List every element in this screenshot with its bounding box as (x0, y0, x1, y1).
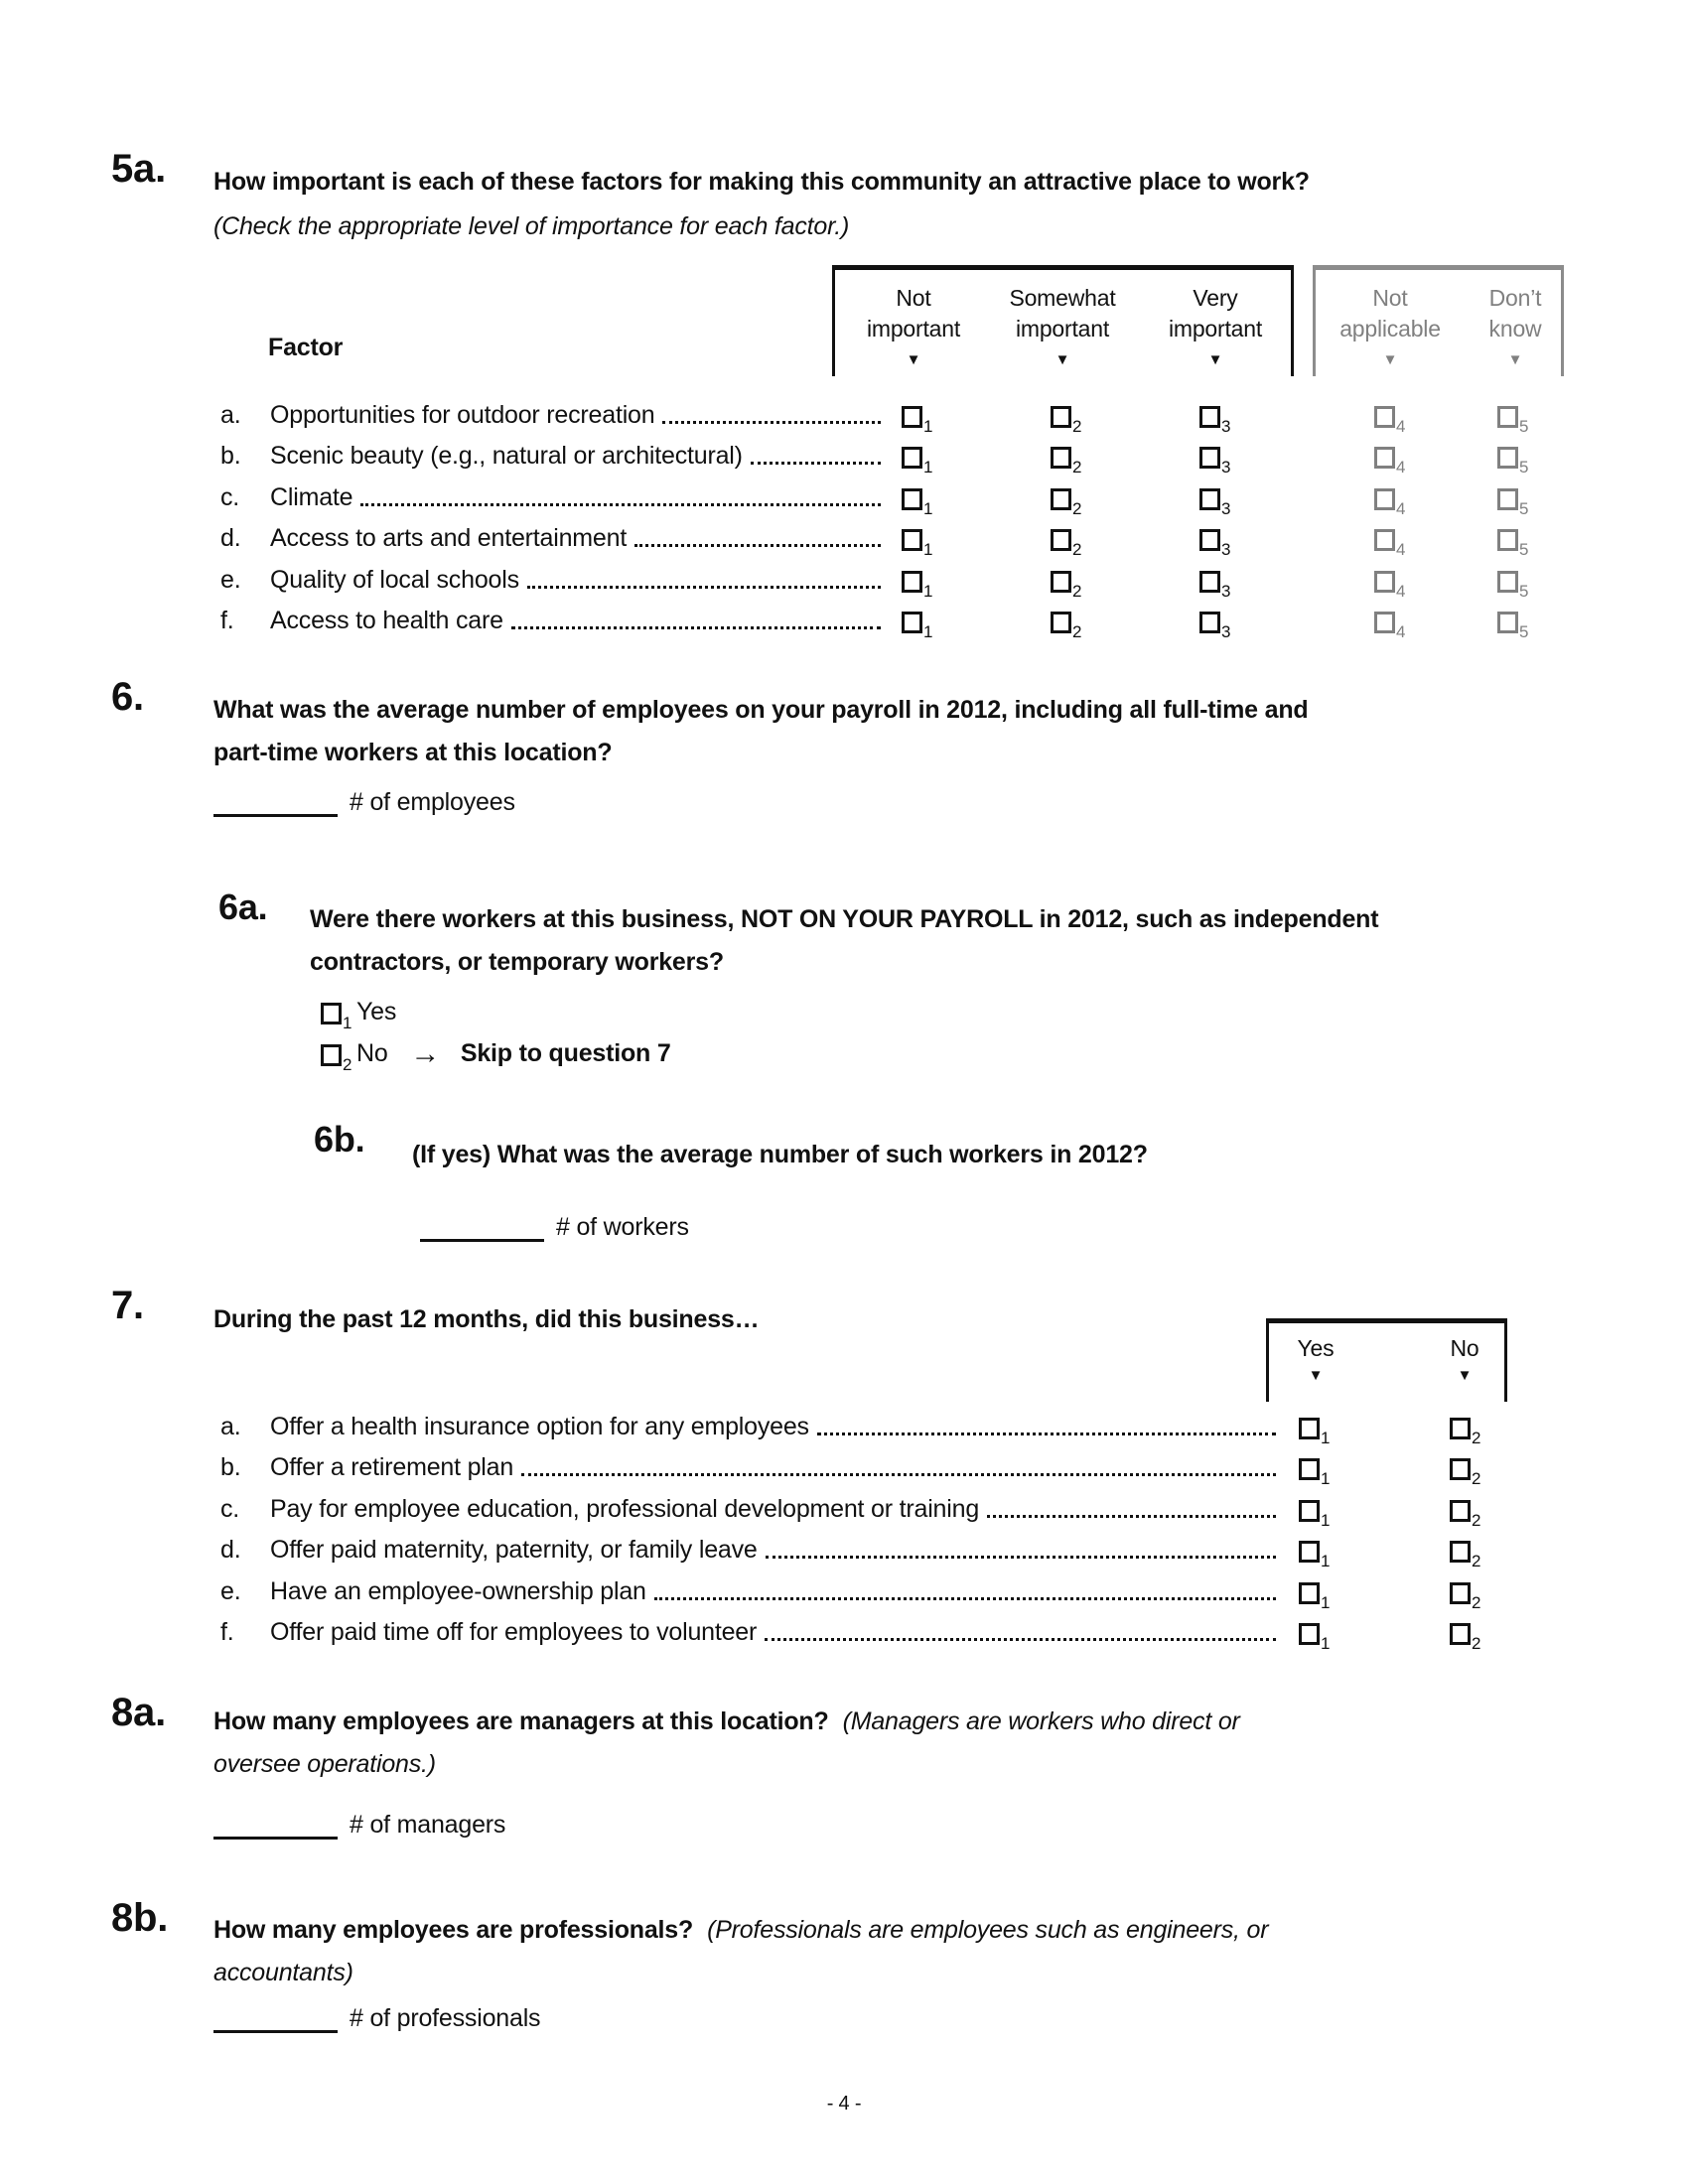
dotted-leader (766, 1535, 1276, 1559)
q6-question-line2: part-time workers at this location? (213, 739, 613, 766)
row-label: Offer paid maternity, paternity, or family leave (270, 1536, 758, 1564)
row-label-wrap (270, 523, 891, 553)
dotted-leader (987, 1494, 1276, 1518)
checkbox-no[interactable] (1450, 1494, 1480, 1536)
checkbox-subscript: 4 (1396, 499, 1406, 518)
q8b-question-bold: How many employees are professionals? (213, 1916, 694, 1944)
fill-in-label: # of employees (350, 788, 515, 816)
q6a-question-line2: contractors, or temporary workers? (310, 948, 724, 976)
checkbox-subscript: 3 (1221, 540, 1231, 559)
fill-in-blank[interactable] (420, 1209, 544, 1242)
q8b-question-italic2: accountants) (213, 1959, 353, 1986)
checkbox-subscript: 2 (1072, 540, 1082, 559)
row-letter: e. (220, 1577, 241, 1605)
checkbox-subscript: 1 (343, 1014, 352, 1032)
column-header-no (1415, 1333, 1514, 1383)
row-label: Opportunities for outdoor recreation (270, 401, 655, 429)
table-row (220, 400, 1571, 441)
q8a-number: 8a. (111, 1691, 167, 1734)
checkbox-subscript: 1 (1321, 1429, 1331, 1447)
q5a-instruction: (Check the appropriate level of importance for each factor.) (213, 212, 850, 240)
checkbox-box[interactable] (321, 1003, 342, 1024)
checkbox-dont-know[interactable] (1497, 400, 1528, 442)
q7-question: During the past 12 months, did this business… (213, 1305, 760, 1333)
checkbox-box[interactable] (321, 1044, 342, 1066)
checkbox-box[interactable] (1374, 571, 1395, 593)
checkbox-box[interactable] (1374, 447, 1395, 469)
row-label: Have an employee-ownership plan (270, 1577, 646, 1605)
q7-number: 7. (111, 1284, 144, 1327)
q8b-question-italic: (Professionals are employees such as engineers, or (707, 1916, 1269, 1944)
fill-in-label: # of workers (556, 1213, 689, 1241)
dotted-leader (360, 482, 881, 506)
checkbox-box[interactable] (902, 529, 922, 551)
q8a-question-italic2: oversee operations.) (213, 1750, 436, 1778)
down-arrow-icon: ▼ (906, 351, 921, 368)
checkbox-no[interactable] (321, 1037, 352, 1081)
row-label: Offer paid time off for employees to volunteer (270, 1618, 758, 1646)
checkbox-box[interactable] (1374, 612, 1395, 633)
table-row (220, 1617, 1571, 1658)
q7-yes-no-header-box (1266, 1318, 1507, 1402)
q8b-professionals-fill-row (213, 2000, 540, 2033)
checkbox-subscript: 2 (1072, 458, 1082, 477)
column-header-line: important (1015, 316, 1110, 341)
skip-instruction: Skip to question 7 (460, 1039, 671, 1067)
checkbox-box[interactable] (1374, 529, 1395, 551)
checkbox-not-important[interactable] (902, 482, 932, 524)
checkbox-subscript: 2 (1072, 622, 1082, 641)
row-label: Offer a retirement plan (270, 1453, 514, 1481)
checkbox-box[interactable] (1299, 1582, 1320, 1604)
checkbox-no[interactable] (1450, 1617, 1480, 1659)
checkbox-box[interactable] (1299, 1500, 1320, 1522)
q6a-option-no (321, 1037, 671, 1074)
row-label: Scenic beauty (e.g., natural or architectural) (270, 442, 743, 470)
table-row (220, 1494, 1571, 1535)
table-row (220, 565, 1571, 606)
row-letter: a. (220, 401, 241, 429)
row-letter: b. (220, 442, 241, 470)
row-label-wrap (270, 565, 891, 595)
row-label-wrap (270, 1412, 1286, 1441)
dotted-leader (634, 523, 881, 547)
row-label-wrap (270, 1494, 1286, 1524)
column-header-not-applicable (1326, 283, 1455, 367)
checkbox-very-important[interactable] (1199, 606, 1230, 647)
row-letter: f. (220, 607, 234, 634)
down-arrow-icon: ▼ (1055, 351, 1070, 368)
column-header-yes (1266, 1333, 1365, 1383)
row-label: Access to arts and entertainment (270, 524, 628, 552)
checkbox-box[interactable] (1450, 1623, 1471, 1645)
dotted-leader (527, 565, 881, 589)
column-header-line: Very (1193, 285, 1238, 311)
checkbox-subscript: 3 (1221, 622, 1231, 641)
checkbox-subscript: 3 (1221, 417, 1231, 436)
checkbox-box[interactable] (1199, 612, 1220, 633)
checkbox-not-important[interactable] (902, 565, 932, 607)
table-row (220, 523, 1571, 564)
row-label: Quality of local schools (270, 566, 519, 594)
checkbox-box[interactable] (1199, 571, 1220, 593)
dotted-leader (817, 1412, 1276, 1435)
checkbox-very-important[interactable] (1199, 441, 1230, 482)
down-arrow-icon: ▼ (1382, 351, 1398, 368)
checkbox-box[interactable] (1051, 571, 1071, 593)
down-arrow-icon: ▼ (1507, 351, 1523, 368)
dotted-leader (654, 1576, 1276, 1600)
checkbox-box[interactable] (1051, 612, 1071, 633)
q5a-na-dk-header-box (1313, 265, 1564, 376)
checkbox-dont-know[interactable] (1497, 482, 1528, 524)
dotted-leader (751, 441, 881, 465)
checkbox-subscript: 2 (1072, 499, 1082, 518)
dotted-leader (765, 1617, 1276, 1641)
checkbox-subscript: 1 (923, 417, 933, 436)
row-label-wrap (270, 482, 891, 512)
checkbox-box[interactable] (1497, 571, 1518, 593)
row-letter: d. (220, 524, 241, 552)
checkbox-subscript: 1 (923, 622, 933, 641)
checkbox-box[interactable] (1299, 1623, 1320, 1645)
skip-arrow-icon: → (410, 1037, 441, 1070)
checkbox-somewhat-important[interactable] (1051, 606, 1081, 647)
checkbox-subscript: 5 (1519, 582, 1529, 601)
dotted-leader (511, 606, 881, 629)
checkbox-somewhat-important[interactable] (1051, 400, 1081, 442)
checkbox-very-important[interactable] (1199, 565, 1230, 607)
checkbox-box[interactable] (1497, 488, 1518, 510)
checkbox-subscript: 2 (1472, 1511, 1481, 1530)
checkbox-not-important[interactable] (902, 523, 932, 565)
checkbox-subscript: 2 (1472, 1593, 1481, 1612)
checkbox-subscript: 1 (923, 582, 933, 601)
checkbox-not-applicable[interactable] (1374, 400, 1405, 442)
page-number: - 4 - (826, 2093, 862, 2115)
checkbox-yes[interactable] (321, 996, 352, 1039)
checkbox-not-important[interactable] (902, 606, 932, 647)
checkbox-subscript: 4 (1396, 582, 1406, 601)
row-label: Climate (270, 483, 353, 511)
checkbox-somewhat-important[interactable] (1051, 482, 1081, 524)
checkbox-no[interactable] (1450, 1412, 1480, 1453)
row-label-wrap (270, 441, 891, 471)
table-row (220, 1535, 1571, 1575)
q6b-question: (If yes) What was the average number of such workers in 2012? (412, 1141, 1148, 1168)
table-row (220, 606, 1571, 646)
column-header-dont-know (1451, 283, 1580, 367)
q6-employees-fill-row (213, 784, 515, 817)
column-header-line: applicable (1339, 316, 1441, 341)
row-label-wrap (270, 1452, 1286, 1482)
checkbox-box[interactable] (902, 406, 922, 428)
row-letter: d. (220, 1536, 241, 1564)
row-label: Offer a health insurance option for any employees (270, 1413, 809, 1440)
checkbox-box[interactable] (1199, 406, 1220, 428)
factor-column-header: Factor (268, 334, 344, 361)
q6-question-line1: What was the average number of employees on your payroll in 2012, including all full-time and (213, 696, 1309, 724)
checkbox-not-applicable[interactable] (1374, 565, 1405, 607)
checkbox-box[interactable] (1497, 447, 1518, 469)
q6-question (213, 689, 1524, 774)
q5a-importance-header-box (832, 265, 1294, 376)
option-label: Yes (356, 998, 397, 1025)
checkbox-not-applicable[interactable] (1374, 441, 1405, 482)
q6-number: 6. (111, 675, 144, 719)
row-label: Pay for employee education, professional development or training (270, 1495, 980, 1523)
column-header-line: know (1488, 316, 1542, 341)
column-header-line: Yes (1297, 1335, 1335, 1361)
checkbox-subscript: 1 (1321, 1634, 1331, 1653)
option-label: No (356, 1039, 388, 1067)
checkbox-subscript: 5 (1519, 622, 1529, 641)
checkbox-subscript: 4 (1396, 540, 1406, 559)
row-letter: e. (220, 566, 241, 594)
checkbox-no[interactable] (1450, 1452, 1480, 1494)
checkbox-box[interactable] (1051, 488, 1071, 510)
checkbox-subscript: 2 (1472, 1469, 1481, 1488)
checkbox-subscript: 3 (1221, 582, 1231, 601)
checkbox-subscript: 2 (1472, 1634, 1481, 1653)
checkbox-subscript: 1 (1321, 1552, 1331, 1570)
fill-in-blank[interactable] (213, 1807, 338, 1840)
checkbox-box[interactable] (1299, 1541, 1320, 1563)
checkbox-subscript: 2 (1472, 1552, 1481, 1570)
q6b-number: 6b. (314, 1119, 365, 1160)
table-row (220, 1412, 1571, 1452)
q8a-question (213, 1701, 1534, 1786)
checkbox-subscript: 3 (1221, 458, 1231, 477)
fill-in-blank[interactable] (213, 2000, 338, 2033)
checkbox-dont-know[interactable] (1497, 441, 1528, 482)
table-row (220, 441, 1571, 481)
checkbox-subscript: 1 (1321, 1593, 1331, 1612)
checkbox-box[interactable] (1450, 1541, 1471, 1563)
row-letter: c. (220, 1495, 240, 1523)
checkbox-subscript: 4 (1396, 417, 1406, 436)
checkbox-somewhat-important[interactable] (1051, 523, 1081, 565)
row-letter: c. (220, 483, 240, 511)
checkbox-box[interactable] (902, 612, 922, 633)
down-arrow-icon: ▼ (1207, 351, 1223, 368)
checkbox-box[interactable] (1450, 1418, 1471, 1439)
column-header-line: Not (1372, 285, 1408, 311)
fill-in-label: # of professionals (350, 2004, 541, 2032)
checkbox-subscript: 2 (1072, 417, 1082, 436)
checkbox-box[interactable] (1199, 529, 1220, 551)
checkbox-yes[interactable] (1299, 1452, 1330, 1494)
column-header-very-important (1141, 283, 1290, 367)
column-header-not-important (839, 283, 988, 367)
table-row (220, 482, 1571, 523)
q8a-question-bold: How many employees are managers at this location? (213, 1707, 829, 1735)
checkbox-box[interactable] (1051, 529, 1071, 551)
checkbox-box[interactable] (1450, 1582, 1471, 1604)
checkbox-subscript: 5 (1519, 458, 1529, 477)
checkbox-very-important[interactable] (1199, 523, 1230, 565)
checkbox-box[interactable] (902, 447, 922, 469)
checkbox-no[interactable] (1450, 1576, 1480, 1618)
checkbox-box[interactable] (1051, 406, 1071, 428)
checkbox-subscript: 2 (1472, 1429, 1481, 1447)
checkbox-yes[interactable] (1299, 1576, 1330, 1618)
checkbox-no[interactable] (1450, 1535, 1480, 1576)
checkbox-not-applicable[interactable] (1374, 482, 1405, 524)
q6b-workers-fill-row (420, 1209, 689, 1242)
checkbox-box[interactable] (1199, 488, 1220, 510)
checkbox-not-important[interactable] (902, 441, 932, 482)
checkbox-box[interactable] (1497, 612, 1518, 633)
checkbox-box[interactable] (902, 571, 922, 593)
checkbox-not-applicable[interactable] (1374, 523, 1405, 565)
q5a-question: How important is each of these factors for making this community an attractive place to work? (213, 168, 1310, 196)
table-row (220, 1576, 1571, 1617)
q5a-number: 5a. (111, 147, 167, 191)
checkbox-dont-know[interactable] (1497, 565, 1528, 607)
q6a-question-line1: Were there workers at this business, NOT ON YOUR PAYROLL in 2012, such as independent (310, 905, 1379, 933)
checkbox-yes[interactable] (1299, 1617, 1330, 1659)
column-header-somewhat-important (988, 283, 1137, 367)
down-arrow-icon: ▼ (1308, 1367, 1324, 1384)
checkbox-not-important[interactable] (902, 400, 932, 442)
checkbox-subscript: 1 (923, 499, 933, 518)
checkbox-box[interactable] (1299, 1458, 1320, 1480)
q8b-number: 8b. (111, 1896, 169, 1940)
checkbox-very-important[interactable] (1199, 400, 1230, 442)
row-label-wrap (270, 1617, 1286, 1647)
row-letter: f. (220, 1618, 234, 1646)
checkbox-box[interactable] (1497, 529, 1518, 551)
row-label-wrap (270, 606, 891, 635)
q8a-managers-fill-row (213, 1807, 505, 1840)
checkbox-subscript: 1 (1321, 1511, 1331, 1530)
checkbox-yes[interactable] (1299, 1494, 1330, 1536)
column-header-line: Not (896, 285, 931, 311)
checkbox-yes[interactable] (1299, 1412, 1330, 1453)
checkbox-subscript: 2 (1072, 582, 1082, 601)
checkbox-dont-know[interactable] (1497, 523, 1528, 565)
fill-in-blank[interactable] (213, 784, 338, 817)
checkbox-subscript: 5 (1519, 540, 1529, 559)
checkbox-box[interactable] (1374, 488, 1395, 510)
checkbox-box[interactable] (1051, 447, 1071, 469)
column-header-line: Somewhat (1009, 285, 1116, 311)
row-label-wrap (270, 1535, 1286, 1565)
checkbox-subscript: 2 (343, 1055, 352, 1074)
fill-in-label: # of managers (350, 1811, 506, 1839)
row-letter: a. (220, 1413, 241, 1440)
checkbox-box[interactable] (1497, 406, 1518, 428)
q6a-option-yes (321, 996, 397, 1032)
q8b-question (213, 1909, 1534, 1994)
checkbox-subscript: 4 (1396, 458, 1406, 477)
q8a-question-italic: (Managers are workers who direct or (842, 1707, 1240, 1735)
checkbox-subscript: 4 (1396, 622, 1406, 641)
checkbox-box[interactable] (1450, 1500, 1471, 1522)
down-arrow-icon: ▼ (1457, 1367, 1473, 1384)
checkbox-very-important[interactable] (1199, 482, 1230, 524)
checkbox-box[interactable] (902, 488, 922, 510)
row-label: Access to health care (270, 607, 503, 634)
checkbox-subscript: 1 (1321, 1469, 1331, 1488)
row-letter: b. (220, 1453, 241, 1481)
q6a-question (310, 898, 1551, 984)
table-row (220, 1452, 1571, 1493)
checkbox-subscript: 5 (1519, 499, 1529, 518)
column-header-line: Don’t (1488, 285, 1542, 311)
column-header-line: important (1168, 316, 1263, 341)
checkbox-box[interactable] (1374, 406, 1395, 428)
checkbox-somewhat-important[interactable] (1051, 565, 1081, 607)
checkbox-subscript: 1 (923, 458, 933, 477)
checkbox-not-applicable[interactable] (1374, 606, 1405, 647)
checkbox-subscript: 5 (1519, 417, 1529, 436)
dotted-leader (662, 400, 881, 424)
checkbox-dont-know[interactable] (1497, 606, 1528, 647)
checkbox-box[interactable] (1199, 447, 1220, 469)
checkbox-box[interactable] (1299, 1418, 1320, 1439)
row-label-wrap (270, 1576, 1286, 1606)
column-header-line: important (866, 316, 961, 341)
checkbox-somewhat-important[interactable] (1051, 441, 1081, 482)
checkbox-box[interactable] (1450, 1458, 1471, 1480)
checkbox-subscript: 3 (1221, 499, 1231, 518)
checkbox-yes[interactable] (1299, 1535, 1330, 1576)
q6a-number: 6a. (218, 887, 268, 927)
row-label-wrap (270, 400, 891, 430)
column-header-line: No (1450, 1335, 1479, 1361)
dotted-leader (521, 1452, 1276, 1476)
checkbox-subscript: 1 (923, 540, 933, 559)
